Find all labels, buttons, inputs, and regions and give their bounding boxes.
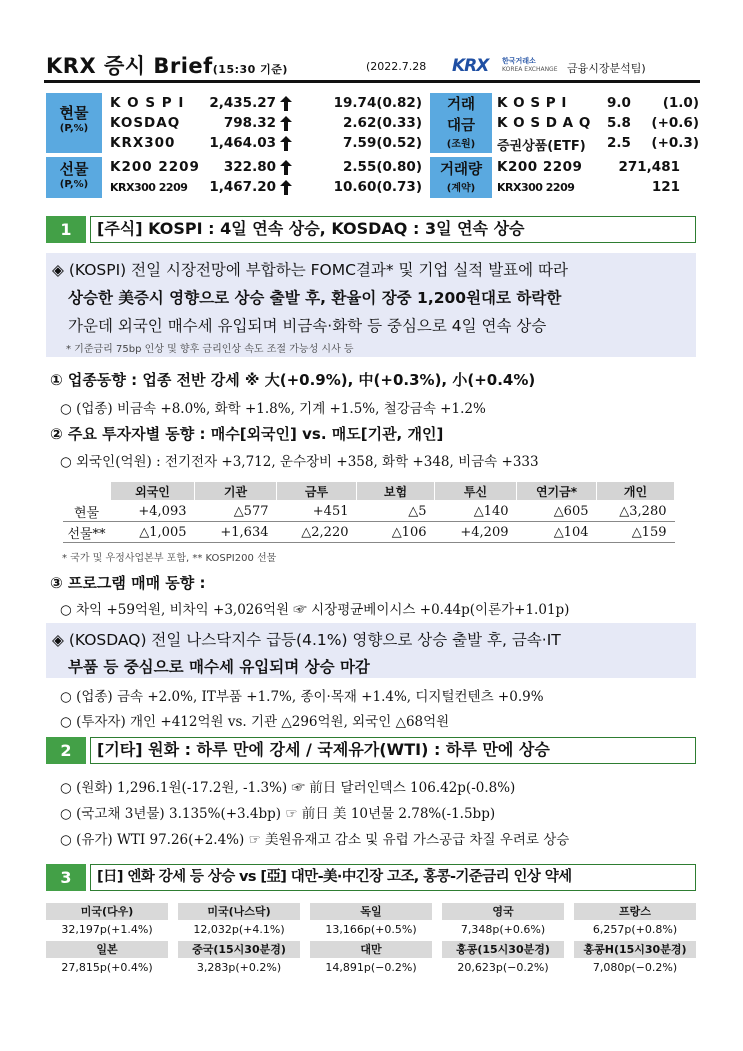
program-title: ③ 프로그램 매매 동향 : — [50, 574, 206, 592]
table-cell: △159 — [597, 522, 675, 543]
world-index-label: 대만 — [310, 941, 432, 958]
page-title: KRX 증시 Brief(15:30 기준) — [46, 54, 288, 78]
world-index-value: 14,891p(−0.2%) — [325, 961, 417, 974]
world-index-label: 일본 — [46, 941, 168, 958]
col-institution: 기관 — [195, 482, 277, 501]
header-divider — [44, 80, 700, 83]
world-index-value: 27,815p(+0.4%) — [61, 961, 153, 974]
table-header-row — [63, 482, 675, 501]
kosdaq-line-1: ◈ (KOSDAQ) 전일 나스닥지수 급등(4.1%) 영향으로 상승 출발 후, 금속·IT — [52, 631, 561, 649]
col-individual: 개인 — [597, 482, 675, 501]
table-cell: +451 — [277, 501, 357, 522]
world-index-value: 20,623p(−0.2%) — [457, 961, 549, 974]
table-cell: △2,220 — [277, 522, 357, 543]
summary-row — [0, 94, 743, 114]
krw-line: ○ (원화) 1,296.1원(-17.2원, -1.3%) ☞ 前日 달러인덱스 106.42p(-0.8%) — [60, 780, 516, 796]
world-index-label: 중국(15시30분경) — [178, 941, 300, 958]
row-label-futures: 선물** — [63, 522, 111, 543]
volume-label: 거래 대금 (조원) — [430, 93, 492, 153]
world-index-label: 홍콩H(15시30분경) — [574, 941, 696, 958]
col-foreign: 외국인 — [111, 482, 195, 501]
summary-value: 798.32 — [223, 115, 276, 131]
table-row — [63, 522, 675, 543]
report-date: (2022.7.28 — [366, 60, 427, 73]
table-cell: +1,634 — [195, 522, 277, 543]
table-note: * 국가 및 우정사업본부 포함, ** KOSPI200 선물 — [62, 553, 277, 564]
summary-value: 1,467.20 — [209, 179, 276, 195]
summary-change: 7.59(0.52) — [343, 135, 422, 151]
world-index-label: 미국(나스닥) — [178, 903, 300, 920]
summary-change: (+0.3) — [651, 135, 699, 151]
summary-change: 10.60(0.73) — [333, 179, 422, 195]
summary-name: KOSDAQ — [110, 115, 181, 131]
summary-value: 271,481 — [618, 159, 680, 175]
world-index-label: 독일 — [310, 903, 432, 920]
bond-line: ○ (국고채 3년물) 3.135%(+3.4bp) ☞ 前日 美 10년물 2.78%(-1.5bp) — [60, 806, 496, 822]
kosdaq-investor-line: ○ (투자자) 개인 +412억원 vs. 기관 △296억원, 외국인 △68억원 — [60, 714, 450, 730]
col-finance-invest: 금투 — [277, 482, 357, 501]
sector-line: ○ (업종) 비금속 +8.0%, 화학 +1.8%, 기계 +1.5%, 철강금속 +1.2% — [60, 401, 486, 417]
section-2-title: [기타] 원화 : 하루 만에 강세 / 국제유가(WTI) : 하루 만에 상승 — [90, 737, 696, 764]
section-3-number: 3 — [46, 864, 86, 891]
table-cell: △3,280 — [597, 501, 675, 522]
summary-row — [0, 178, 743, 198]
col-pension: 연기금* — [517, 482, 597, 501]
summary-change: 19.74(0.82) — [333, 95, 422, 111]
world-index-value: 32,197p(+1.4%) — [61, 923, 153, 936]
summary-value: 121 — [651, 179, 680, 195]
section-1-title: [주식] KOSPI : 4일 연속 상승, KOSDAQ : 3일 연속 상승 — [90, 216, 696, 243]
summary-name: K O S P I — [497, 95, 567, 111]
table-row — [63, 501, 675, 522]
sector-title: ① 업종동향 : 업종 전반 강세 ※ 大(+0.9%), 中(+0.3%), 小(+0.4%) — [50, 371, 536, 389]
world-index-label: 홍콩(15시30분경) — [442, 941, 564, 958]
world-index-label: 미국(다우) — [46, 903, 168, 920]
table-corner — [63, 482, 111, 501]
spot-label: 현물 (P,%) — [46, 93, 102, 153]
time-basis: (15:30 기준) — [212, 63, 288, 76]
kosdaq-line-2: 부품 등 중심으로 매수세 유입되며 상승 마감 — [68, 658, 370, 676]
world-index-value: 7,348p(+0.6%) — [460, 923, 546, 936]
summary-value: 2,435.27 — [209, 95, 276, 111]
section-3-title: [日] 엔화 강세 등 상승 vs [亞] 대만-美·中긴장 고조, 홍콩-기준금리 인상 약세 — [90, 864, 696, 891]
krx-logo: KRX 한국거래소 KOREA EXCHANGE — [452, 56, 558, 76]
summary-value: 1,464.03 — [209, 135, 276, 151]
kospi-line-3: 가운데 외국인 매수세 유입되며 비금속·화학 등 중심으로 4일 연속 상승 — [68, 317, 547, 335]
summary-name: K200 2209 — [497, 159, 583, 175]
table-cell: +4,209 — [435, 522, 517, 543]
summary-name: K O S P I — [110, 95, 185, 111]
world-index-value: 3,283p(+0.2%) — [196, 961, 282, 974]
futures-label: 선물 (P,%) — [46, 157, 102, 198]
world-index-value: 12,032p(+4.1%) — [193, 923, 285, 936]
summary-change: 2.62(0.33) — [343, 115, 422, 131]
summary-row — [0, 114, 743, 134]
col-trust: 투신 — [435, 482, 517, 501]
summary-change: 2.55(0.80) — [343, 159, 422, 175]
col-insurance: 보험 — [357, 482, 435, 501]
kospi-note: * 기준금리 75bp 인상 및 향후 금리인상 속도 조절 가능성 시사 등 — [66, 344, 354, 355]
foreign-line: ○ 외국인(억원) : 전기전자 +3,712, 운수장비 +358, 화학 +348, 비금속 +333 — [60, 454, 539, 470]
summary-name: KRX300 2209 — [497, 181, 575, 194]
summary-name: K O S D A Q — [497, 115, 591, 131]
contracts-label: 거래량 (계약) — [430, 157, 492, 198]
kosdaq-sector-line: ○ (업종) 금속 +2.0%, IT부품 +1.7%, 종이·목재 +1.4%, 디지털컨텐츠 +0.9% — [60, 689, 544, 705]
oil-line: ○ (유가) WTI 97.26(+2.4%) ☞ 美원유재고 감소 및 유럽 가스공급 차질 우려로 상승 — [60, 832, 570, 848]
table-cell: △605 — [517, 501, 597, 522]
section-2-number: 2 — [46, 737, 86, 764]
world-index-label: 프랑스 — [574, 903, 696, 920]
summary-name: K200 2209 — [110, 159, 200, 175]
summary-change: (1.0) — [662, 95, 699, 111]
summary-row — [0, 158, 743, 178]
table-cell: +4,093 — [111, 501, 195, 522]
section-1-number: 1 — [46, 216, 86, 243]
team-name: 금융시장분석팀) — [567, 62, 646, 75]
summary-name: KRX300 — [110, 135, 176, 151]
table-cell: △106 — [357, 522, 435, 543]
summary-value: 9.0 — [607, 95, 631, 111]
summary-value: 5.8 — [607, 115, 631, 131]
world-index-label: 영국 — [442, 903, 564, 920]
kospi-line-2: 상승한 美증시 영향으로 상승 출발 후, 환율이 장중 1,200원대로 하락한 — [68, 289, 562, 307]
table-cell: △140 — [435, 501, 517, 522]
table-cell: △104 — [517, 522, 597, 543]
world-index-value: 13,166p(+0.5%) — [325, 923, 417, 936]
world-index-value: 6,257p(+0.8%) — [592, 923, 678, 936]
table-cell: △577 — [195, 501, 277, 522]
investor-title: ② 주요 투자자별 동향 : 매수[외국인] vs. 매도[기관, 개인] — [50, 425, 444, 443]
row-label-spot: 현물 — [63, 501, 111, 522]
summary-name: KRX300 2209 — [110, 181, 188, 194]
summary-value: 2.5 — [607, 135, 631, 151]
summary-row — [0, 134, 743, 154]
summary-name: 증권상품(ETF) — [497, 139, 586, 154]
kospi-line-1: ◈ (KOSPI) 전일 시장전망에 부합하는 FOMC결과* 및 기업 실적 발표에 따라 — [52, 261, 569, 279]
program-line: ○ 차익 +59억원, 비차익 +3,026억원 ☞ 시장평균베이시스 +0.44p(이론가+1.01p) — [60, 602, 570, 618]
summary-change: (+0.6) — [651, 115, 699, 131]
table-cell: △1,005 — [111, 522, 195, 543]
world-index-value: 7,080p(−0.2%) — [592, 961, 678, 974]
investor-table — [62, 481, 675, 543]
summary-value: 322.80 — [223, 159, 276, 175]
table-cell: △5 — [357, 501, 435, 522]
